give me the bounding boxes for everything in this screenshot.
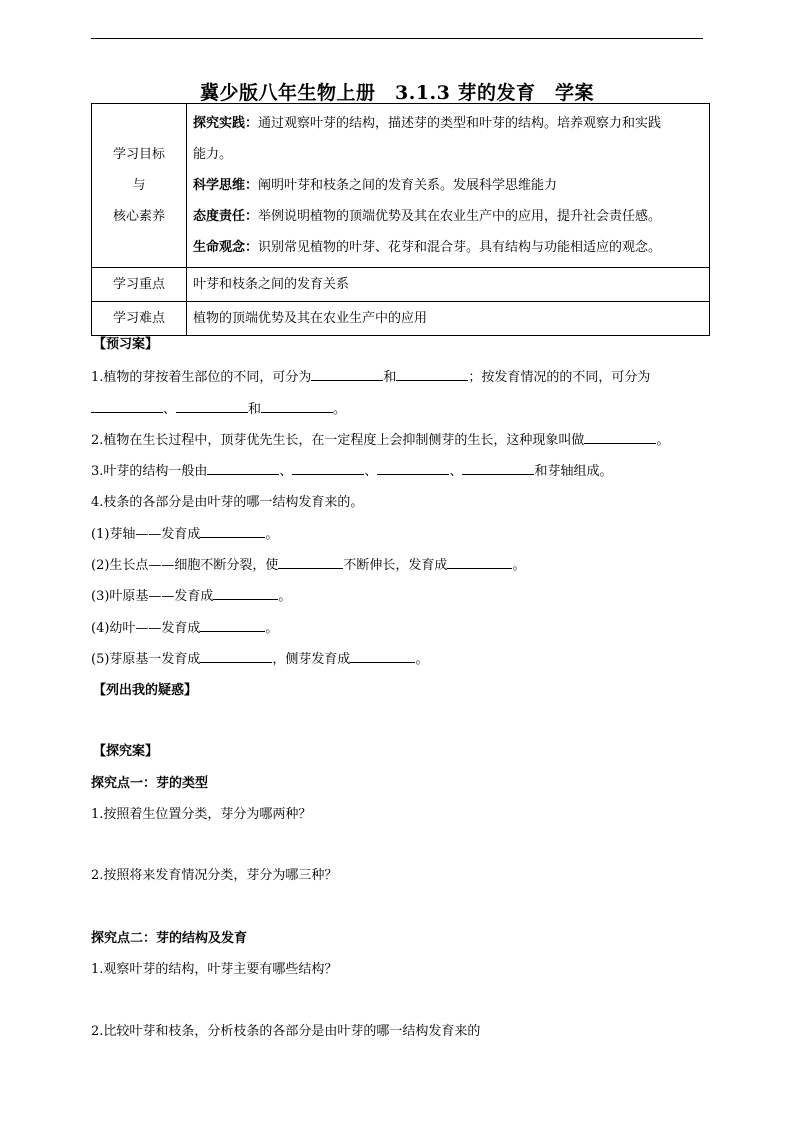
answer-blank[interactable]: [200, 525, 265, 538]
answer-blank[interactable]: [261, 400, 333, 413]
sub-text: (3)叶原基——发育成: [91, 589, 214, 604]
answer-blank[interactable]: [462, 462, 534, 475]
goal-text: 能力。: [193, 147, 233, 162]
q3-text: 、: [449, 464, 463, 479]
preview-sub3: [91, 585, 291, 604]
difficulty-text: 植物的顶端优势及其在农业生产中的应用: [187, 302, 710, 336]
preview-q1-line2: [91, 398, 346, 417]
q1-text: 、: [163, 402, 177, 417]
q3-text: 和芽轴组成。: [534, 464, 613, 479]
q1-text: 。: [333, 402, 347, 417]
key-point-label: 学习重点: [92, 268, 187, 302]
answer-blank[interactable]: [176, 400, 248, 413]
answer-blank[interactable]: [213, 587, 278, 600]
answer-blank[interactable]: [584, 431, 656, 444]
answer-blank[interactable]: [311, 368, 383, 381]
sub-text: 。: [415, 652, 429, 667]
table-row: [92, 268, 710, 302]
q2-text: 。: [656, 433, 670, 448]
goal-item: [193, 232, 703, 263]
goal-item: [193, 108, 703, 139]
table-row: [92, 302, 710, 336]
preview-q2: [91, 429, 669, 448]
answer-blank[interactable]: [350, 650, 415, 663]
answer-blank[interactable]: [377, 462, 449, 475]
sub-text: 。: [265, 527, 279, 542]
table-row: [92, 104, 710, 268]
q3-text: 3.叶芽的结构一般由: [91, 464, 208, 479]
sub-text: 。: [278, 589, 292, 604]
goal-key: 科学思维：: [193, 178, 259, 193]
explore-p2-q1: 1.观察叶芽的结构，叶芽主要有哪些结构？: [91, 962, 338, 977]
preview-sub2: [91, 554, 525, 573]
answer-blank[interactable]: [396, 368, 468, 381]
difficulty-label: 学习难点: [92, 302, 187, 336]
q1-text: 和: [383, 370, 397, 385]
explore-heading: 【探究案】: [93, 744, 159, 759]
sub-text: 不断伸长，发育成: [343, 558, 448, 573]
goal-text: 通过观察叶芽的结构，描述芽的类型和叶芽的结构。培养观察力和实践: [258, 116, 662, 131]
answer-blank[interactable]: [200, 650, 272, 663]
key-point-text: 叶芽和枝条之间的发育关系: [187, 268, 710, 302]
answer-blank[interactable]: [200, 619, 265, 632]
goals-label-line: 核心素养: [112, 209, 165, 224]
goal-text: 举例说明植物的顶端优势及其在农业生产中的应用，提升社会责任感。: [258, 209, 662, 224]
page-title: 冀少版八年生物上册 3.1.3 芽的发育 学案: [199, 82, 594, 104]
answer-blank[interactable]: [292, 462, 364, 475]
sub-text: (2)生长点——细胞不断分裂，使: [91, 558, 279, 573]
preview-q3: [91, 460, 612, 479]
answer-blank[interactable]: [278, 556, 343, 569]
goal-key: 探究实践：: [193, 116, 259, 131]
learning-goals-table: [91, 103, 710, 336]
answer-blank[interactable]: [207, 462, 279, 475]
q1-text: 1.植物的芽按着生部位的不同，可分为: [91, 370, 312, 385]
header-rule: [91, 38, 703, 39]
sub-text: ，侧芽发育成: [272, 652, 351, 667]
answer-blank[interactable]: [91, 400, 163, 413]
sub-text: (1)芽轴——发育成: [91, 527, 201, 542]
explore-p2-q2: 2.比较叶芽和枝条，分析枝条的各部分是由叶芽的哪一结构发育来的: [91, 1024, 481, 1039]
goal-text: 阐明叶芽和枝条之间的发育关系。发展科学思维能力: [258, 178, 558, 193]
preview-sub5: [91, 648, 428, 667]
doubts-heading: 【列出我的疑惑】: [93, 683, 198, 698]
goals-label-line: 学习目标: [112, 147, 165, 162]
goal-item: [193, 201, 703, 232]
explore-point-2: 探究点二：芽的结构及发育: [91, 931, 248, 946]
explore-p1-q2: 2.按照将来发育情况分类，芽分为哪三种？: [91, 868, 338, 883]
q3-text: 、: [279, 464, 293, 479]
goal-item: [193, 170, 703, 201]
sub-text: 。: [265, 621, 279, 636]
q2-text: 2.植物在生长过程中，顶芽优先生长，在一定程度上会抑制侧芽的生长，这种现象叫做: [91, 433, 585, 448]
goal-item: [193, 139, 703, 170]
q1-text: ；按发育情况的的不同，可分为: [468, 370, 651, 385]
sub-text: (5)芽原基一发育成: [91, 652, 201, 667]
goal-key: 态度责任：: [193, 209, 259, 224]
goal-key: 生命观念：: [193, 240, 259, 255]
sub-text: (4)幼叶——发育成: [91, 621, 201, 636]
goals-label-cell: [92, 104, 187, 268]
goals-content-cell: [187, 104, 710, 268]
preview-sub4: [91, 617, 278, 636]
goals-label-line: 与: [132, 178, 146, 193]
explore-point-1: 探究点一：芽的类型: [91, 776, 209, 791]
q3-text: 、: [364, 464, 378, 479]
goal-text: 识别常见植物的叶芽、花芽和混合芽。具有结构与功能相适应的观念。: [258, 240, 662, 255]
q1-text: 和: [248, 402, 262, 417]
answer-blank[interactable]: [447, 556, 512, 569]
preview-q4: 4.枝条的各部分是由叶芽的哪一结构发育来的。: [91, 495, 364, 510]
preview-q1-line1: [91, 366, 650, 385]
preview-heading: 【预习案】: [93, 337, 159, 352]
explore-p1-q1: 1.按照着生位置分类，芽分为哪两种？: [91, 807, 312, 822]
sub-text: 。: [512, 558, 526, 573]
preview-sub1: [91, 523, 278, 542]
